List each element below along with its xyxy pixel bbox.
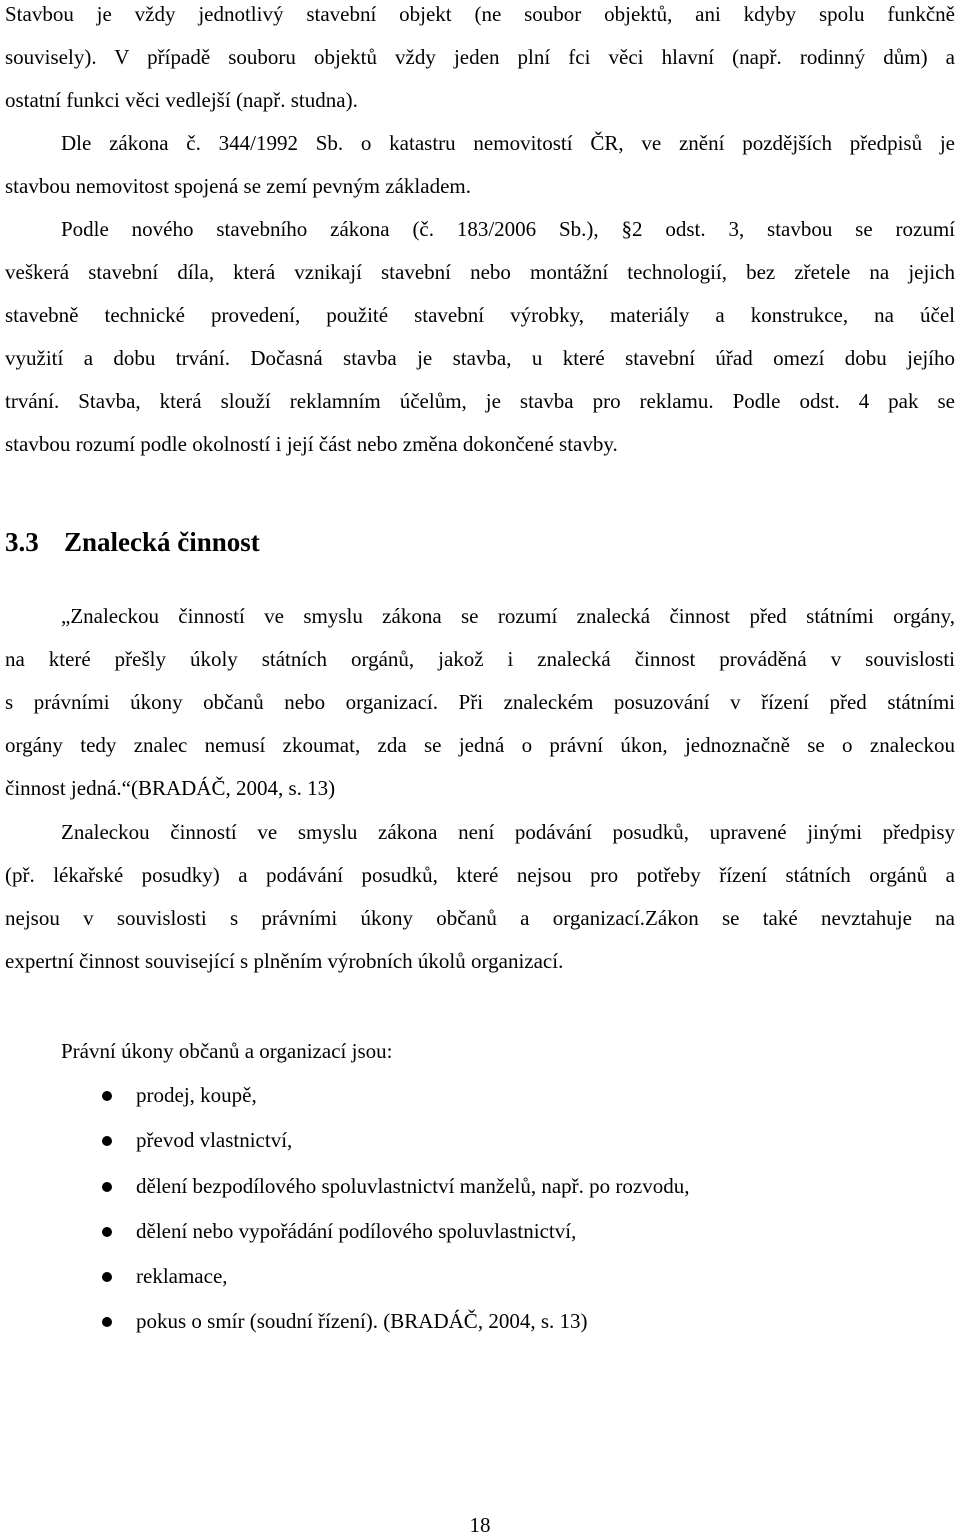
paragraph-4-line-1: „Znaleckou činností ve smyslu zákona se rozumí znalecká činnost před státními orgány, [61,604,955,628]
paragraph-4-line-3: s právními úkony občanů nebo organizací. Při znaleckém posuzování v řízení před státními [5,690,955,714]
bullet-icon [102,1317,112,1327]
bullet-icon [102,1091,112,1101]
paragraph-2-line-1: Dle zákona č. 344/1992 Sb. o katastru nemovitostí ČR, ve znění pozdějších předpisů je [61,131,955,155]
list-item [5,1128,955,1154]
paragraph-3-line-6: stavbou rozumí podle okolností i její část nebo změna dokončené stavby. [5,432,618,456]
list-item-text: dělení nebo vypořádání podílového spoluvlastnictví, [136,1219,577,1243]
paragraph-4-line-2: na které přešly úkoly státních orgánů, jakož i znalecká činnost prováděná v souvislosti [5,647,955,671]
bullet-icon [102,1227,112,1237]
paragraph-5-line-2: (př. lékařské posudky) a podávání posudků, které nejsou pro potřeby řízení státních orgánů a [5,863,955,887]
paragraph-3-line-2: veškerá stavební díla, která vznikají stavební nebo montážní technologií, bez zřetele na jejich [5,260,955,284]
paragraph-1-line-2: souvisely). V případě souboru objektů vždy jeden plní fci věci hlavní (např. rodinný dům) a [5,45,955,69]
list-item [5,1264,955,1290]
list-item [5,1309,955,1335]
list-item-text: dělení bezpodílového spoluvlastnictví manželů, např. po rozvodu, [136,1174,690,1198]
list-item-text: prodej, koupě, [136,1083,257,1107]
list-item [5,1174,955,1200]
paragraph-3-line-4: využití a dobu trvání. Dočasná stavba je stavba, u které stavební úřad omezí dobu jejího [5,346,955,370]
list-intro: Právní úkony občanů a organizací jsou: [61,1039,393,1063]
list-item [5,1083,955,1109]
paragraph-1-line-1: Stavbou je vždy jednotlivý stavební objekt (ne soubor objektů, ani kdyby spolu funkčně [5,2,955,26]
page-number: 18 [469,1513,491,1537]
paragraph-3-line-3: stavebně technické provedení, použité stavební výrobky, materiály a konstrukce, na účel [5,303,955,327]
paragraph-4-line-5: činnost jedná.“(BRADÁČ, 2004, s. 13) [5,776,336,800]
paragraph-5-line-1: Znaleckou činností ve smyslu zákona není podávání posudků, upravené jinými předpisy [61,820,955,844]
bullet-icon [102,1272,112,1282]
paragraph-1-line-3: ostatní funkci věci vedlejší (např. studna). [5,88,358,112]
bullet-icon [102,1182,112,1192]
bullet-icon [102,1136,112,1146]
paragraph-3-line-5: trvání. Stavba, která slouží reklamním účelům, je stavba pro reklamu. Podle odst. 4 pak se [5,389,955,413]
paragraph-5-line-4: expertní činnost související s plněním výrobních úkolů organizací. [5,949,564,973]
paragraph-4-line-4: orgány tedy znalec nemusí zkoumat, zda se jedná o právní úkon, jednoznačně se o znaleckou [5,733,955,757]
paragraph-2-line-2: stavbou nemovitost spojená se zemí pevným základem. [5,174,471,198]
paragraph-3-line-1: Podle nového stavebního zákona (č. 183/2006 Sb.), §2 odst. 3, stavbou se rozumí [61,217,955,241]
section-number: 3.3 [5,527,39,557]
list-item-text: reklamace, [136,1264,228,1288]
section-heading [5,527,260,557]
list-item [5,1219,955,1245]
list-item-text: pokus o smír (soudní řízení). (BRADÁČ, 2004, s. 13) [136,1309,588,1333]
paragraph-5-line-3: nejsou v souvislosti s právními úkony občanů a organizací.Zákon se také nevztahuje na [5,906,955,930]
section-title: Znalecká činnost [64,527,260,557]
list-item-text: převod vlastnictví, [136,1128,293,1152]
